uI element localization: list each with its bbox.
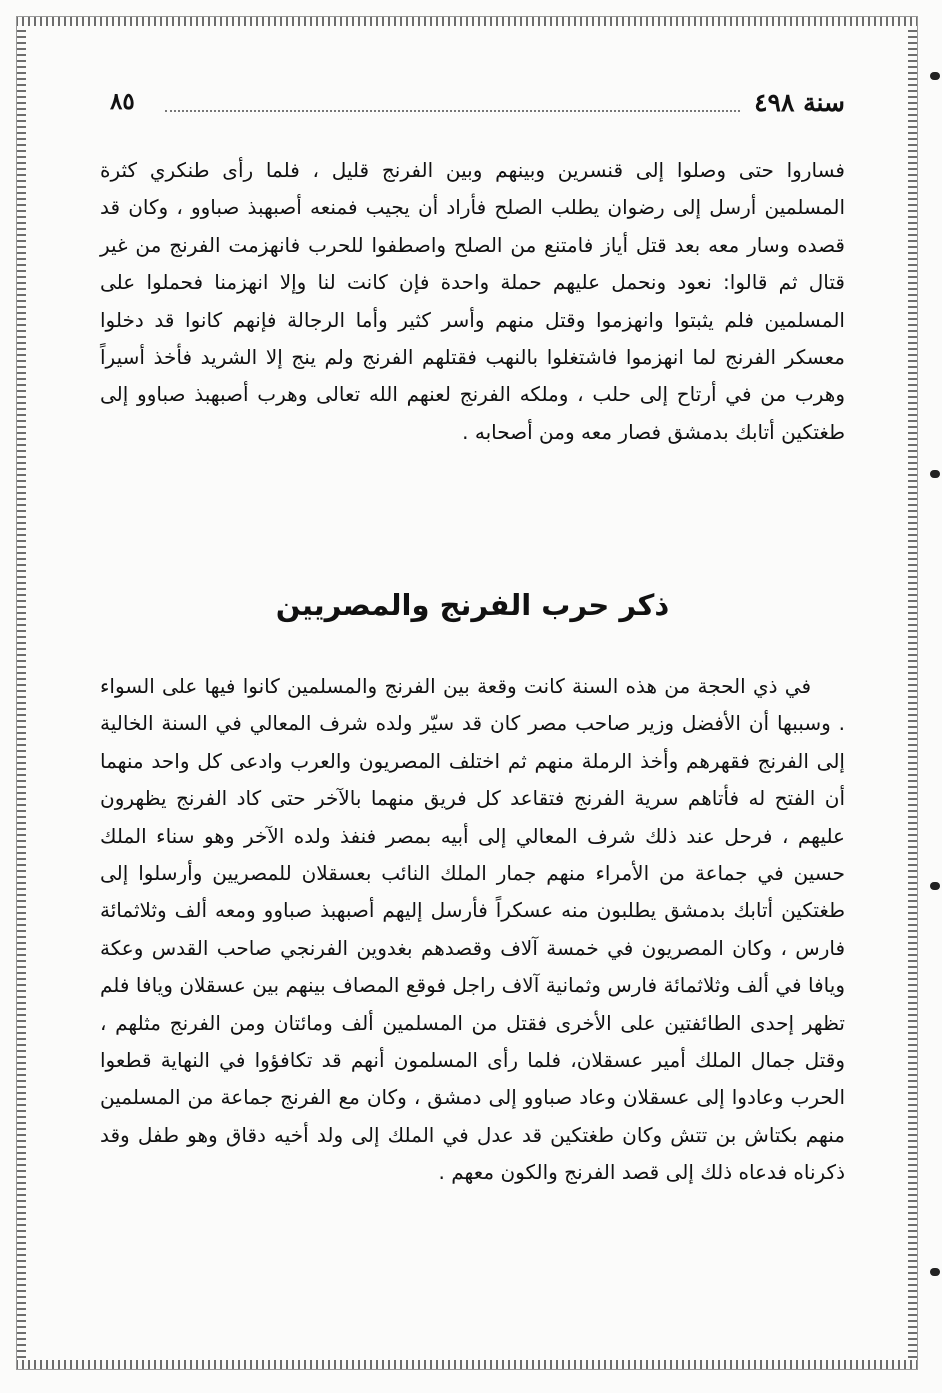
paragraph-section-body: في ذي الحجة من هذه السنة كانت وقعة بين الفرنج والمسلمين كانوا فيها على السواء . وسببها أن الأفضل وزير صاحب مصر كان قد سيّر ولده شرف المعالي في السنة الخالية إلى الفرنج فقهرهم وأخذ الرملة منهم ثم اختلف المصريون والعرب وادعى كل واحد منهما أن الفتح له فأتاهم سرية الفرنج فتقاعد كل فريق منهما بالآخر حتى كاد الفرنج يظهرون عليهم ، فرحل عند ذلك شرف المعالي إلى أبيه بمصر فنفذ ولده الآخر وهو سناء الملك حسين في جماعة من الأمراء منهم جمار الملك النائب بعسقلان للمصريين وأرسلوا إلى طغتكين أتابك بدمشق يطلبون منه عسكراً فأرسل إليهم أصبهبذ صباوو ومعه ألف وثلاثمائة فارس ، وكان المصريون في خمسة آلاف وقصدهم بغدوين الفرنجي صاحب القدس وعكة ويافا في ألف وثلاثمائة فارس وثمانية آلاف راجل فوقع المصاف بينهم بين عسقلان ويافا فلم تظهر إحدى الطائفتين على الأخرى فقتل من المسلمين ألف ومائتان ومن الفرنج مثلهم ، وقتل جمال الملك أمير عسقلان، فلما رأى المسلمون أنهم قد تكافؤوا في النهاية قطعوا الحرب وعادوا إلى عسقلان وعاد صباوو إلى دمشق ، وكان مع الفرنج جماعة من المسلمين منهم بكتاش بن تتش وكان طغتكين قد عدل في الملك إلى ولد أخيه دقاق وهو طفل وقد ذكرناه فدعاه ذلك إلى قصد الفرنج والكون معهم . (100, 674, 845, 1185)
page-header (110, 88, 845, 128)
binding-mark (930, 470, 940, 478)
paragraph-continued: فساروا حتى وصلوا إلى قنسرين وبينهم وبين الفرنج قليل ، فلما رأى طنكري كثرة المسلمين أرسل إلى رضوان يطلب الصلح فأراد أن يجيب فمنعه أصبهبذ صباوو ، وكان قد قصده وسار معه بعد قتل أياز فامتنع من الصلح واصطفوا للحرب فانهزمت الفرنج من غير قتال ثم قالوا: نعود ونحمل عليهم حملة واحدة فإن كانت لنا وإلا انهزمنا فحملوا على المسلمين فلم يثبتوا وانهزموا وقتل منهم وأسر كثير وأما الرجالة فإنهم كانوا قد دخلوا معسكر الفرنج لما انهزموا فاشتغلوا بالنهب فقتلهم الفرنج ولم ينج إلا الشريد فأخذ أسيراً وهرب من في أرتاح إلى حلب ، وملكه الفرنج لعنهم الله تعالى وهرب أصبهبذ صباوو إلى طغتكين أتابك بدمشق فصار معه ومن أصحابه . (100, 158, 845, 444)
page-number: ٨٥ (110, 88, 135, 115)
header-dotted-rule (165, 110, 740, 112)
running-head: سنة ٤٩٨ (754, 88, 845, 117)
binding-mark (930, 1268, 940, 1276)
binding-mark (930, 72, 940, 80)
binding-mark (930, 882, 940, 890)
section-heading: ذكر حرب الفرنج والمصريين (275, 588, 670, 622)
